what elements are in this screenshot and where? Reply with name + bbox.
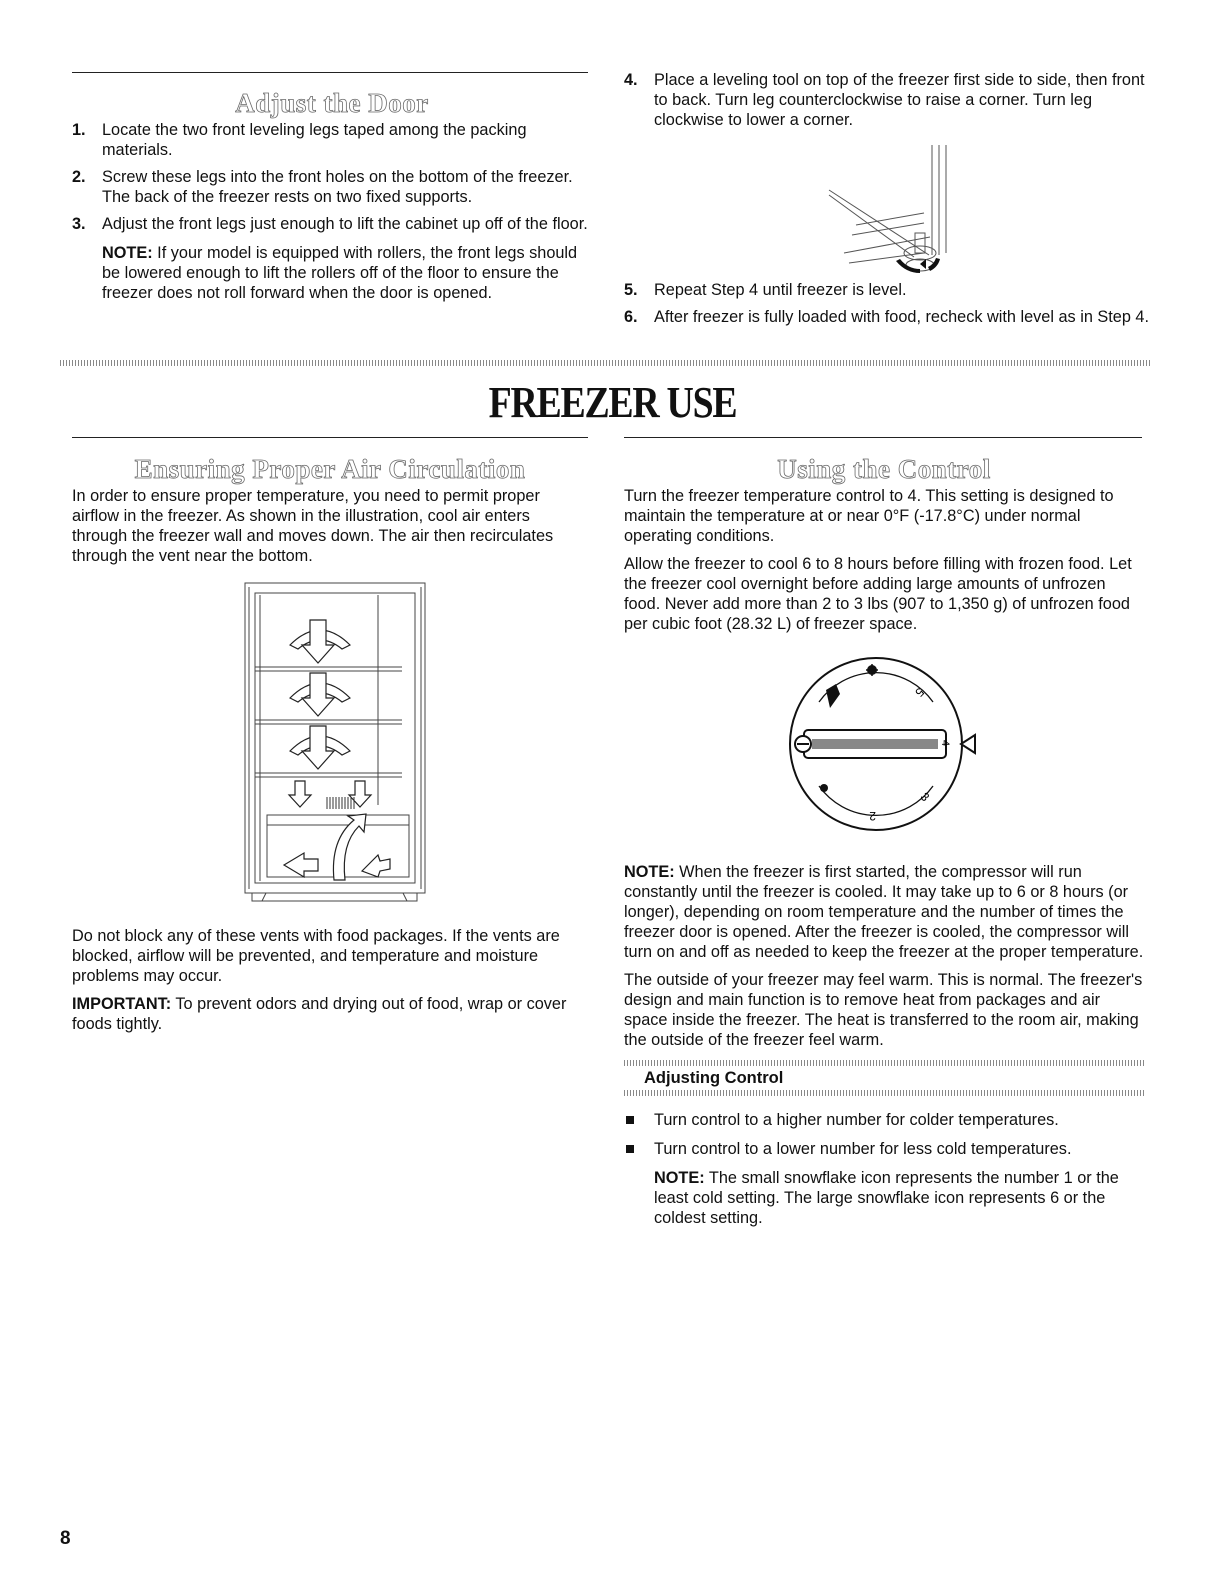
step-3: 3. Adjust the front legs just enough to lift the cabinet up off of the floor. NOTE: If your model is equipped with rollers, the front legs should be lowered enough to lift the rollers off of the floor to ensure the freezer does not roll forward when the door is opened. (72, 214, 592, 303)
dial-number-4: 4 (939, 740, 951, 747)
air-important: IMPORTANT: To prevent odors and drying out of food, wrap or cover foods tightly. (72, 995, 567, 1033)
adjust-door-note: NOTE: If your model is equipped with rollers, the front legs should be lowered enough to lift the rollers off of the floor to ensure the freezer does not roll forward when the door is opened. (102, 244, 578, 302)
control-rule (624, 437, 1142, 438)
adjust-door-steps (72, 120, 592, 303)
control-section (624, 452, 1144, 1237)
leveling-leg-illustration (624, 135, 1149, 280)
step-6: 6. After freezer is fully loaded with food, recheck with level as in Step 4. (624, 308, 1150, 326)
control-title: Using the Control (777, 454, 991, 484)
air-intro: In order to ensure proper temperature, you need to permit proper airflow in the freezer. As shown in the illustration, cool air enters through the freezer wall and moves down. The air then recirculates through the vent near the bottom. (72, 487, 554, 565)
subhead-divider-bottom (624, 1090, 1144, 1096)
control-note: NOTE: When the freezer is first started, the compressor will run constantly until the freezer is cooled. It may take up to 6 or 8 hours (or longer), depending on room temperature and the number of times the freezer door is opened. After the freezer is cooled, the compressor will turn on and off as needed to keep the freezer at the proper temperature. (624, 863, 1144, 961)
top-left-rule (72, 72, 588, 73)
snowflake-note: NOTE: The small snowflake icon represents the number 1 or the least cold setting. The large snowflake icon represents 6 or the coldest setting. (654, 1169, 1119, 1227)
subhead-divider-top (624, 1060, 1144, 1066)
dial-number-5: 5 (912, 685, 927, 700)
air-warning: Do not block any of these vents with food packages. If the vents are blocked, airflow will be prevented, and temperature and moisture problems may occur. (72, 927, 560, 985)
step-5: 5. Repeat Step 4 until freezer is level. (624, 281, 907, 299)
section-divider (60, 360, 1150, 366)
air-circulation-title: Ensuring Proper Air Circulation (134, 454, 526, 484)
bullet-higher: Turn control to a higher number for colder temperatures. (624, 1110, 1144, 1130)
air-circulation-section (72, 452, 588, 1034)
step-4: 4. Place a leveling tool on top of the freezer first side to side, then front to back. Turn leg counterclockwise to raise a corner. Turn leg clockwise to lower a corner. (624, 71, 1145, 129)
control-p1: Turn the freezer temperature control to 4. This setting is designed to maintain the temperature at or near 0°F (-17.8°C) under normal operating conditions. (624, 487, 1114, 545)
step-1: 1. Locate the two front leveling legs taped among the packing materials. (72, 121, 527, 159)
bullet-square-icon (626, 1145, 634, 1153)
freezer-airflow-illustration (72, 575, 588, 920)
bullet-lower: Turn control to a lower number for less cold temperatures. NOTE: The small snowflake icon represents the number 1 or the least cold setting. The large snowflake icon represents 6 or the coldest setting. (624, 1139, 1144, 1228)
adjust-door-title: Adjust the Door (235, 88, 429, 118)
leveling-section (624, 70, 1149, 334)
dial-number-3: 3 (917, 789, 933, 805)
adjusting-control-heading: Adjusting Control (644, 1069, 784, 1087)
dial-number-2: 2 (869, 809, 876, 823)
bullet-square-icon (626, 1116, 634, 1124)
control-p2: Allow the freezer to cool 6 to 8 hours before filling with frozen food. Let the freezer cool overnight before adding large amounts of unfrozen food. Never add more than 2 to 3 lbs (907 to 1,350 g) of unfrozen food per cubic foot (28.32 L) of freezer space. (624, 555, 1132, 633)
air-rule (72, 437, 588, 438)
main-title: FREEZER USE (488, 378, 737, 427)
step-2: 2. Screw these legs into the front holes on the bottom of the freezer. The back of the freezer rests on two fixed supports. (72, 168, 573, 206)
control-dial-illustration (624, 642, 1144, 857)
page-number: 8 (60, 1528, 71, 1549)
control-p3: The outside of your freezer may feel warm. This is normal. The freezer's design and main function is to remove heat from packages and air space inside the freezer. The heat is transferred to the room air, making the outside of the freezer feel warm. (624, 971, 1143, 1049)
adjusting-bullets (624, 1110, 1144, 1228)
adjust-door-section (72, 86, 592, 310)
